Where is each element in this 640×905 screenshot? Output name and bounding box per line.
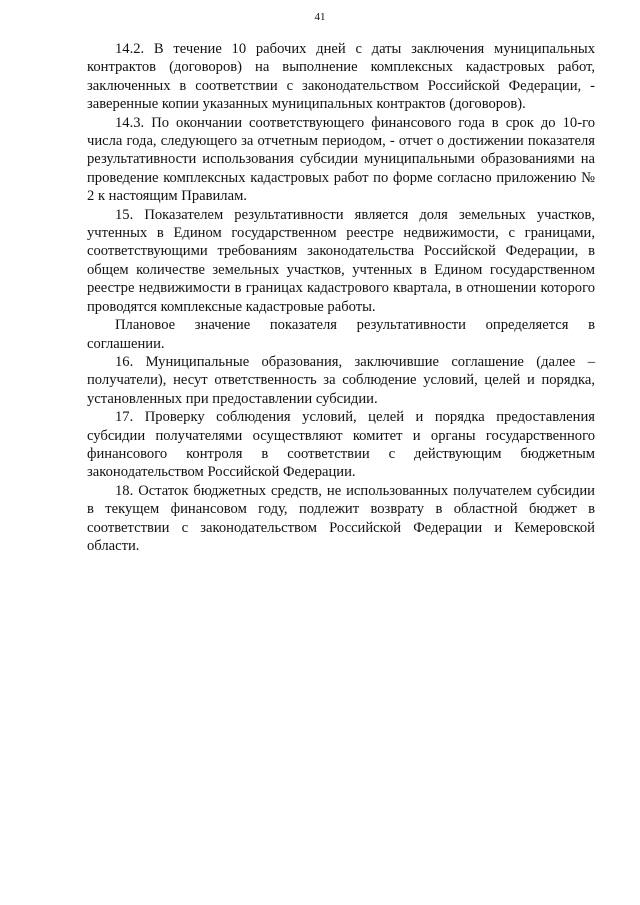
- paragraph-15: 15. Показателем результативности является доля земельных участков, учтенных в Едином государственном реестре недвижимости, с границами, соответствующими требованиям законодательства Российской Федерации, в общем количестве земельных участков, учтенных в Едином государственном реестре недвижимости в границах кадастрового квартала, в отношении которого проводятся комплексные кадастровые работы.: [87, 206, 595, 315]
- paragraph-15-planned-value: Плановое значение показателя результативности определяется в соглашении.: [87, 317, 595, 352]
- paragraph-18: 18. Остаток бюджетных средств, не использованных получателем субсидии в текущем финансовом году, подлежит возврату в областной бюджет в соответствии с законодательством Российской Федерации и Кемеровской области.: [87, 482, 595, 554]
- document-body: [87, 40, 595, 555]
- paragraph-14-3: 14.3. По окончании соответствующего финансового года в срок до 10-го числа года, следующего за отчетным периодом, - отчет о достижении показателя результативности использования субсидии муниципальными образованиями на проведение комплексных кадастровых работ по форме согласно приложению № 2 к настоящим Правилам.: [87, 114, 595, 205]
- paragraph-17: 17. Проверку соблюдения условий, целей и порядка предоставления субсидии получателями осуществляют комитет и органы государственного финансового контроля в соответствии с действующим бюджетным законодательством Российской Федерации.: [87, 409, 595, 481]
- paragraph-14-2: 14.2. В течение 10 рабочих дней с даты заключения муниципальных контрактов (договоров) на выполнение комплексных кадастровых работ, заключенных в соответствии с законодательством Российской Федерации, - заверенные копии указанных муниципальных контрактов (договоров).: [87, 41, 595, 113]
- page-number: 41: [314, 11, 326, 23]
- paragraph-16: 16. Муниципальные образования, заключившие соглашение (далее – получатели), несут ответственность за соблюдение условий, целей и порядка, установленных при предоставлении субсидии.: [87, 353, 595, 407]
